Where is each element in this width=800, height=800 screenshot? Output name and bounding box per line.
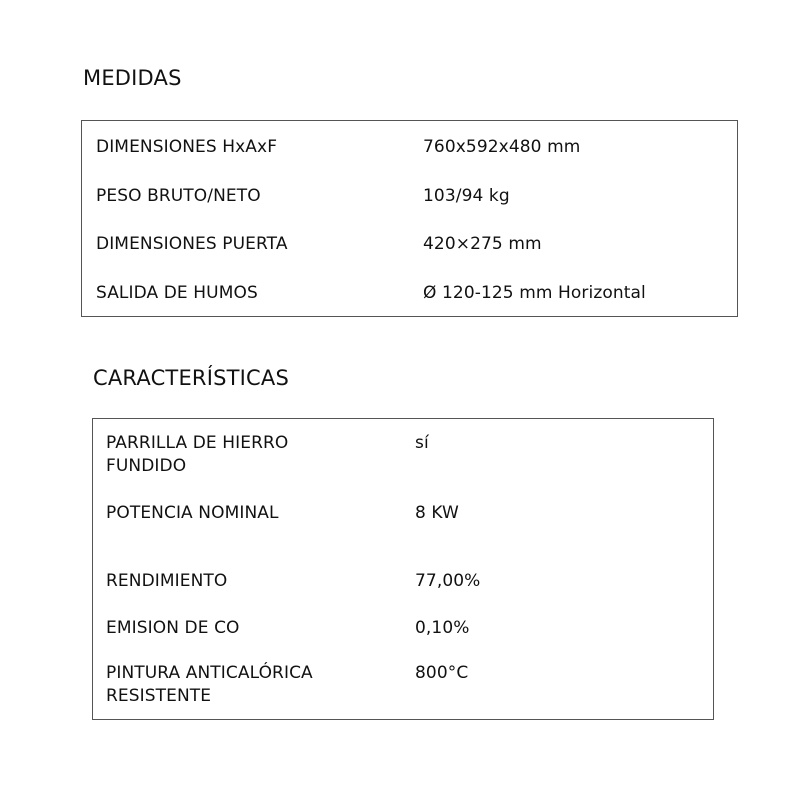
medidas-value: 760x592x480 mm	[423, 137, 581, 157]
medidas-label: DIMENSIONES HxAxF	[96, 137, 278, 157]
caracteristicas-label: RENDIMIENTO	[106, 571, 228, 591]
caracteristicas-value: 8 KW	[415, 503, 459, 523]
medidas-table	[81, 120, 738, 317]
medidas-label: SALIDA DE HUMOS	[96, 283, 258, 303]
caracteristicas-value: 0,10%	[415, 618, 470, 638]
medidas-value: 420×275 mm	[423, 234, 542, 254]
medidas-label: DIMENSIONES PUERTA	[96, 234, 288, 254]
medidas-value: Ø 120-125 mm Horizontal	[423, 283, 646, 303]
medidas-heading: MEDIDAS	[83, 66, 182, 90]
caracteristicas-label: EMISION DE CO	[106, 618, 240, 638]
caracteristicas-value: 77,00%	[415, 571, 481, 591]
caracteristicas-label: POTENCIA NOMINAL	[106, 503, 279, 523]
caracteristicas-value: sí	[415, 433, 429, 453]
caracteristicas-label: PINTURA ANTICALÓRICA RESISTENTE	[106, 663, 313, 706]
caracteristicas-label: PARRILLA DE HIERRO FUNDIDO	[106, 433, 289, 476]
medidas-value: 103/94 kg	[423, 186, 510, 206]
caracteristicas-table	[92, 418, 714, 720]
medidas-label: PESO BRUTO/NETO	[96, 186, 261, 206]
caracteristicas-heading: CARACTERÍSTICAS	[93, 366, 290, 390]
caracteristicas-value: 800°C	[415, 663, 469, 683]
